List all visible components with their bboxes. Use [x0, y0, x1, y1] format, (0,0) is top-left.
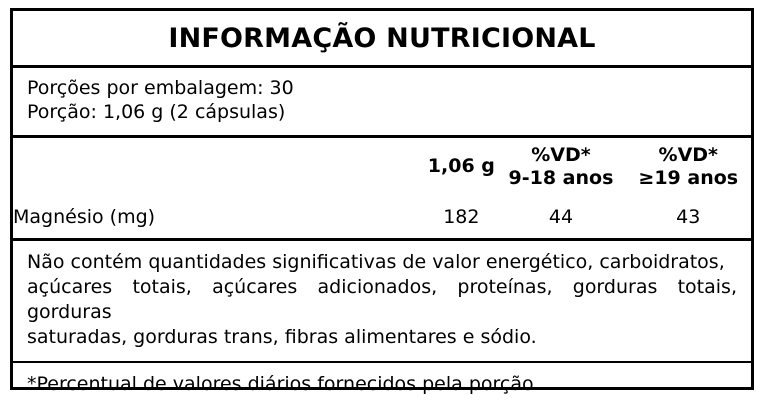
servings-per-package: Porções por embalagem: 30 — [27, 77, 294, 99]
footnote-line-2: açúcares totais, açúcares adicionados, proteínas, gorduras totais, gorduras — [27, 275, 737, 324]
footnote-daily-values: *Percentual de valores diários fornecidos pela porção. — [27, 372, 540, 395]
header-vd-9-18-line2: 9-18 anos — [508, 166, 614, 189]
table-header-row — [13, 138, 751, 196]
table-row — [13, 196, 751, 238]
header-vd-19-plus-line2: ≥19 anos — [638, 166, 739, 189]
footnote-line-1: Não contém quantidades significativas de valor energético, carboidratos, — [27, 250, 725, 273]
header-vd-9-18-line1: %VD* — [531, 144, 591, 167]
header-vd-19-plus — [626, 138, 751, 196]
footnote-not-significant — [13, 241, 751, 361]
nutrition-table — [13, 138, 751, 238]
footnote-line-3: saturadas, gorduras trans, fibras alimentares e sódio. — [27, 326, 537, 349]
serving-size: Porção: 1,06 g (2 cápsulas) — [27, 101, 286, 124]
nutrient-vd-19-plus: 43 — [676, 205, 701, 228]
header-amount-label: 1,06 g — [427, 155, 495, 178]
header-amount — [426, 138, 496, 196]
nutrition-facts-label — [10, 8, 754, 395]
nutrient-vd-9-18: 44 — [548, 205, 574, 228]
header-vd-19-plus-line1: %VD* — [658, 144, 718, 167]
header-blank — [13, 138, 426, 196]
header-vd-9-18 — [496, 138, 625, 196]
servings-info — [13, 68, 751, 135]
page-title: INFORMAÇÃO NUTRICIONAL — [168, 23, 596, 54]
nutrient-amount: 182 — [443, 205, 480, 228]
nutrient-name: Magnésio (mg) — [13, 205, 156, 228]
